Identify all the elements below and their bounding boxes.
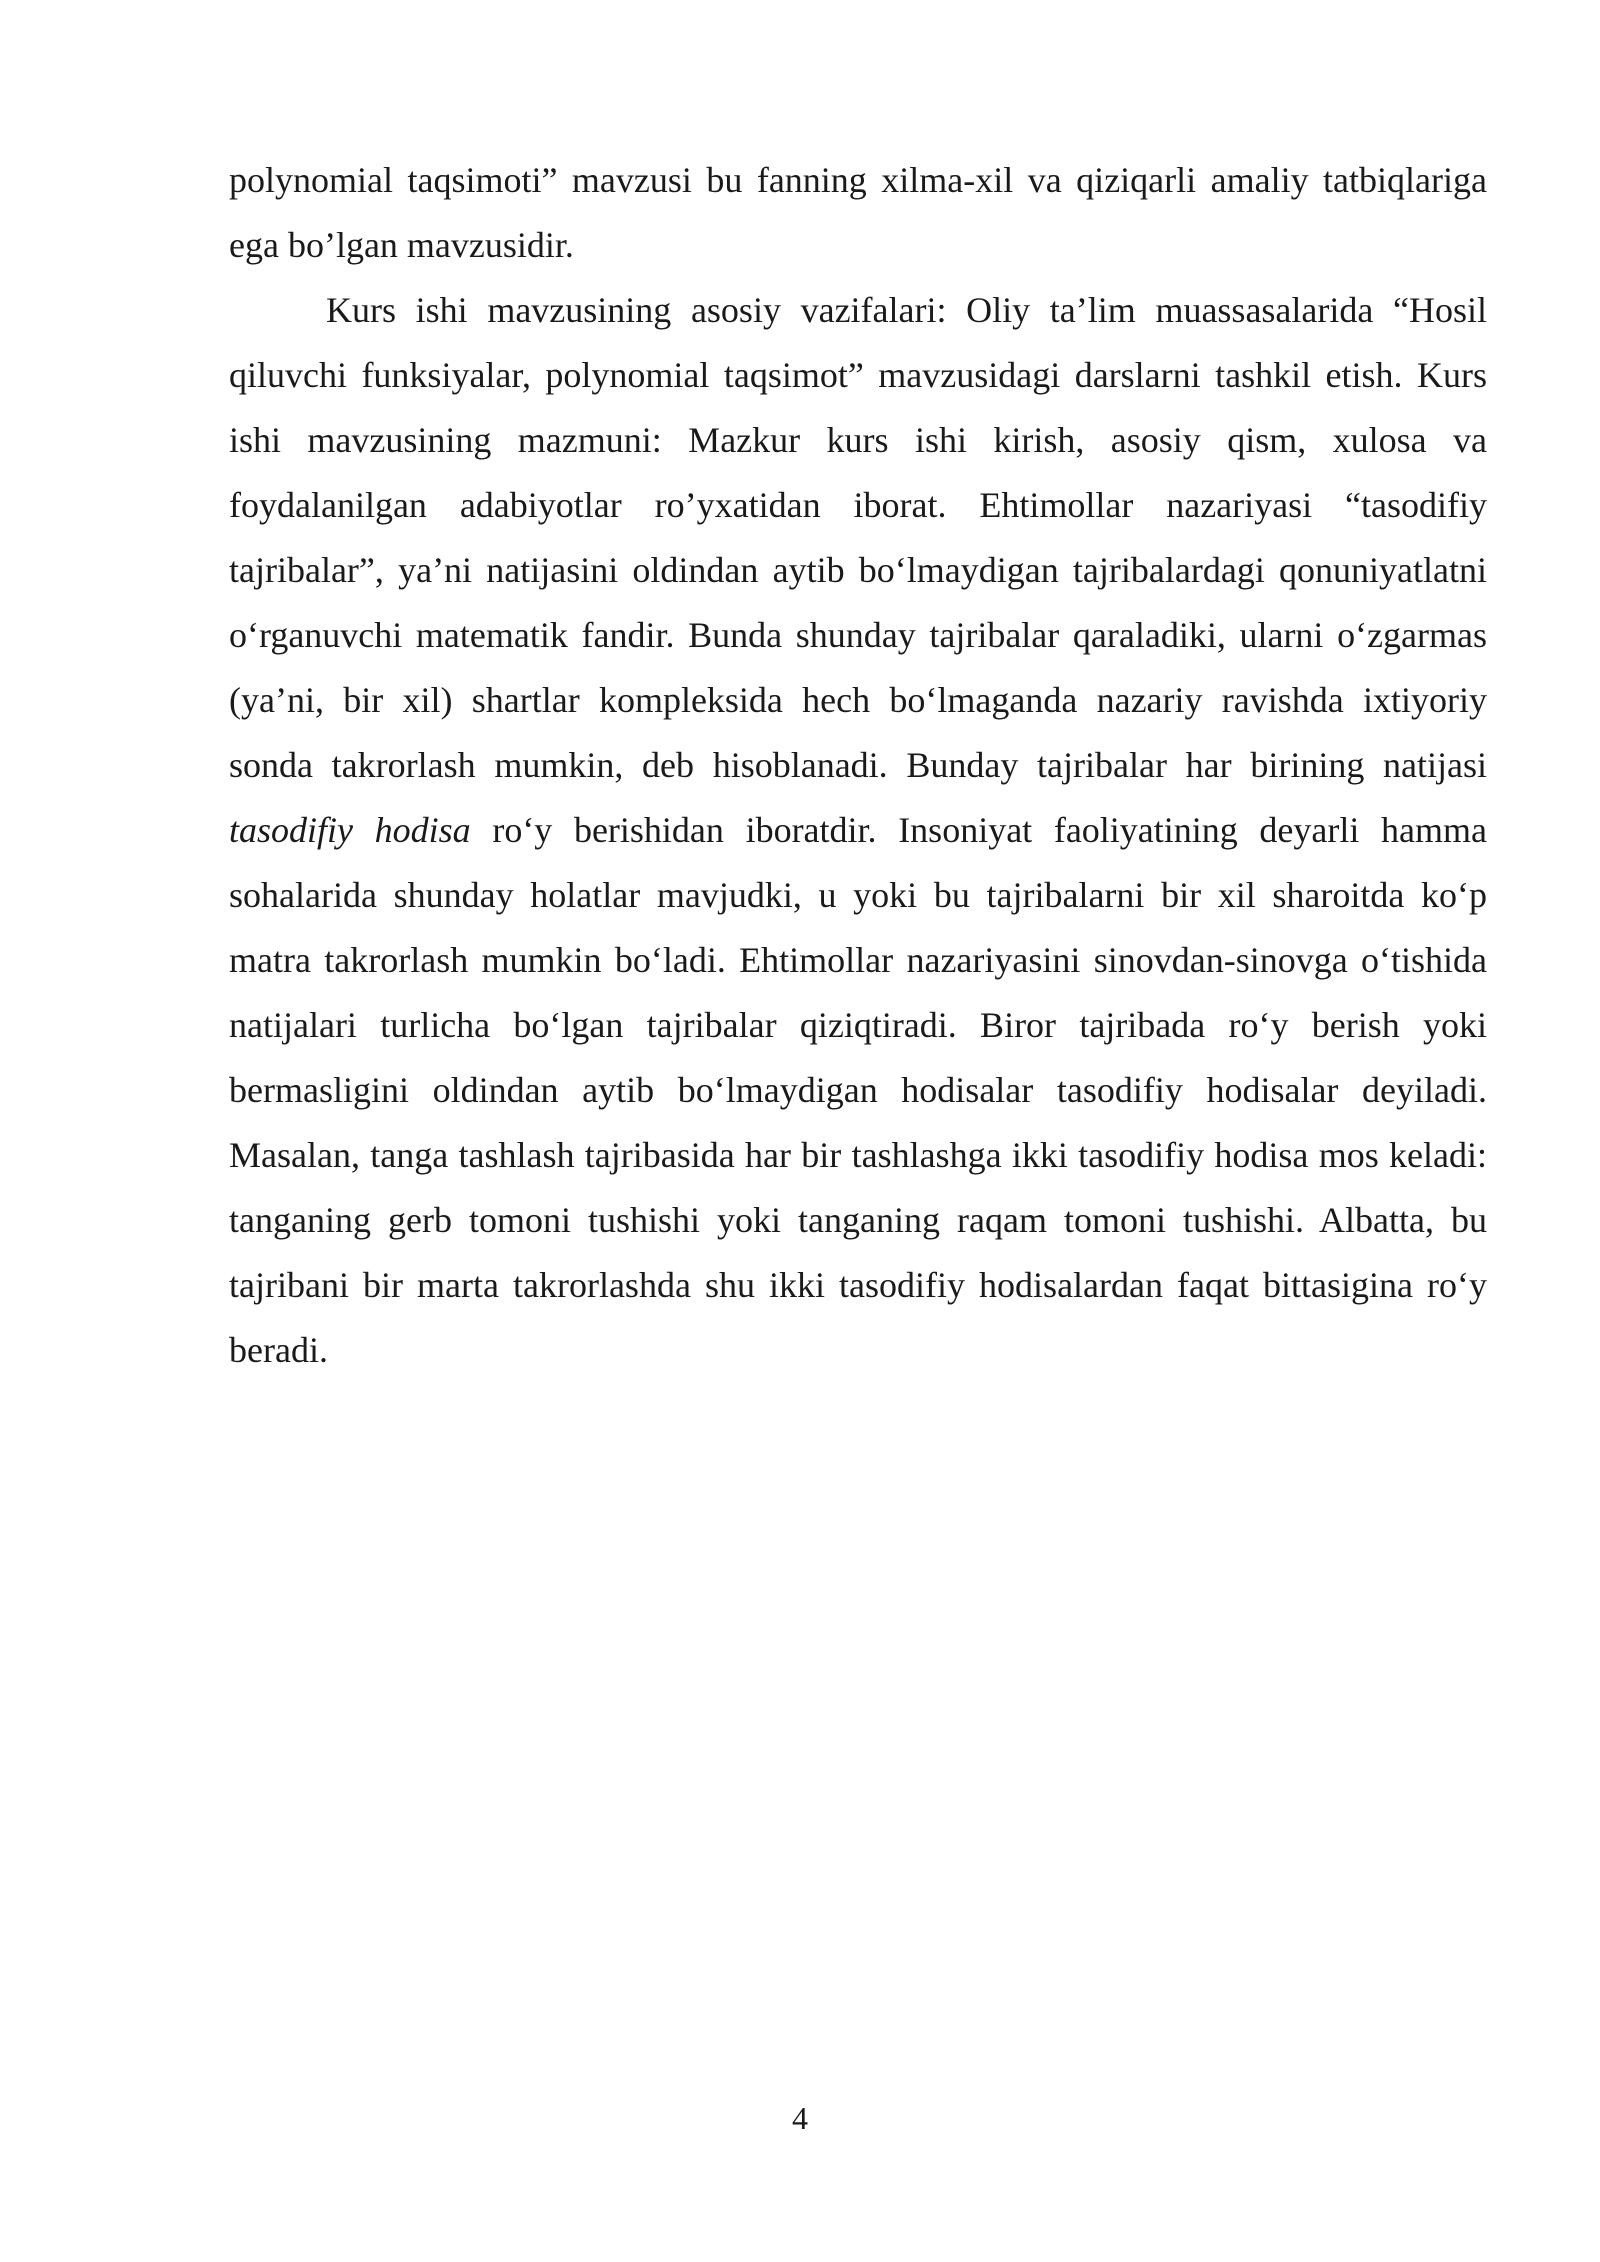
paragraph-main-text-1: Kurs ishi mavzusining asosiy vazifalari: Oliy ta’lim muassasalarida “Hosil qiluvchi funksiyalar, polynomial taqsimot” mavzusidagi darslarni tashkil etish. Kurs ishi mavzusining mazmuni: Mazkur kurs ishi kirish, asosiy qism, xulosa va foydalanilgan adabiyotlar ro’yxatidan iborat. Ehtimollar nazariyasi “tasodifiy tajribalar”, ya’ni natijasini oldindan aytib bo‘lmaydigan tajribalardagi qonuniyatlatni o‘rganuvchi matematik fandir. Bunda shunday tajribalar qaraladiki, ularni o‘zgarmas (ya’ni, bir xil) shartlar kompleksida hech bo‘lmaganda nazariy ravishda ixtiyoriy sonda takrorlash mumkin, deb hisoblanadi. Bunday tajribalar har birining natijasi [229,290,1487,785]
italic-term: tasodifiy hodisa [229,810,471,850]
paragraph-main-text-2: ro‘y berishidan iboratdir. Insoniyat faoliyatining deyarli hamma sohalarida shunday holatlar mavjudki, u yoki bu tajribalarni bir xil sharoitda ko‘p matra takrorlash mumkin bo‘ladi. Ehtimollar nazariyasini sinovdan-sinovga o‘tishida natijalari turlicha bo‘lgan tajribalar qiziqtiradi. Biror tajribada ro‘y berish yoki bermasligini oldindan aytib bo‘lmaydigan hodisalar tasodifiy hodisalar deyiladi. Masalan, tanga tashlash tajribasida har bir tashlashga ikki tasodifiy hodisa mos keladi: tanganing gerb tomoni tushishi yoki tanganing raqam tomoni tushishi. Albatta, bu tajribani bir marta takrorlashda shu ikki tasodifiy hodisalardan faqat bittasigina ro‘y beradi. [229,810,1487,1370]
document-body [229,148,1487,1383]
paragraph-continuation: polynomial taqsimoti” mavzusi bu fanning xilma-xil va qiziqarli amaliy tatbiqlariga ega bo’lgan mavzusidir. [229,160,1487,265]
page-number: 4 [792,2100,808,2136]
paragraph-main [229,278,1487,1383]
